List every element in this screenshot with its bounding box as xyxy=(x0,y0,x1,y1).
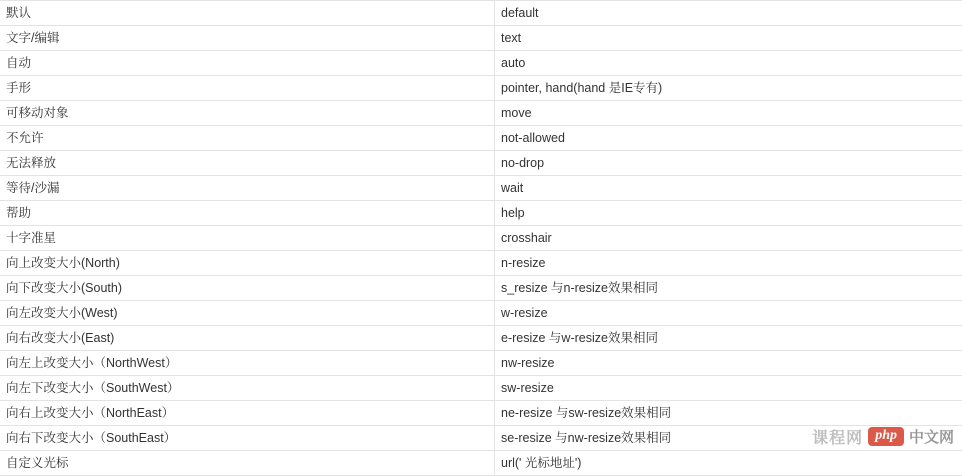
cell-description: 自动 xyxy=(0,51,495,76)
cell-description: 十字准星 xyxy=(0,226,495,251)
cell-value: default xyxy=(495,1,962,26)
cell-value: no-drop xyxy=(495,151,962,176)
table-row xyxy=(0,326,962,351)
cell-description: 向下改变大小(South) xyxy=(0,276,495,301)
table-row xyxy=(0,451,962,476)
cell-value: help xyxy=(495,201,962,226)
table-row xyxy=(0,251,962,276)
cell-description: 默认 xyxy=(0,1,495,26)
cell-value: auto xyxy=(495,51,962,76)
cell-description: 帮助 xyxy=(0,201,495,226)
cell-description: 不允许 xyxy=(0,126,495,151)
cell-description: 无法释放 xyxy=(0,151,495,176)
watermark-logo-badge: php xyxy=(868,427,904,446)
cell-value: text xyxy=(495,26,962,51)
table-row xyxy=(0,426,962,451)
cell-description: 可移动对象 xyxy=(0,101,495,126)
cell-value: wait xyxy=(495,176,962,201)
cell-value: move xyxy=(495,101,962,126)
watermark-prefix: 课程网 xyxy=(812,425,863,448)
cell-value: pointer, hand(hand 是IE专有) xyxy=(495,76,962,101)
table-row xyxy=(0,226,962,251)
cell-description: 向右上改变大小（NorthEast） xyxy=(0,401,495,426)
cell-value: e-resize 与w-resize效果相同 xyxy=(495,326,962,351)
cell-value: url(' 光标地址') xyxy=(495,451,962,476)
cell-value: se-resize 与nw-resize效果相同 xyxy=(495,426,962,451)
table-row xyxy=(0,201,962,226)
cell-value: ne-resize 与sw-resize效果相同 xyxy=(495,401,962,426)
cell-description: 向左改变大小(West) xyxy=(0,301,495,326)
watermark-suffix: 中文网 xyxy=(909,426,954,447)
table-row xyxy=(0,1,962,26)
table-row xyxy=(0,401,962,426)
table-row xyxy=(0,151,962,176)
cell-description: 手形 xyxy=(0,76,495,101)
table-row xyxy=(0,376,962,401)
cell-value: crosshair xyxy=(495,226,962,251)
cell-description: 向右下改变大小（SouthEast） xyxy=(0,426,495,451)
cell-description: 等待/沙漏 xyxy=(0,176,495,201)
table-row xyxy=(0,51,962,76)
cell-value: w-resize xyxy=(495,301,962,326)
cell-value: nw-resize xyxy=(495,351,962,376)
cell-value: s_resize 与n-resize效果相同 xyxy=(495,276,962,301)
cell-description: 向右改变大小(East) xyxy=(0,326,495,351)
table-row xyxy=(0,276,962,301)
cell-description: 自定义光标 xyxy=(0,451,495,476)
table-row xyxy=(0,101,962,126)
table-row xyxy=(0,26,962,51)
cell-description: 向左上改变大小（NorthWest） xyxy=(0,351,495,376)
cell-value: n-resize xyxy=(495,251,962,276)
cell-value: not-allowed xyxy=(495,126,962,151)
cell-description: 向上改变大小(North) xyxy=(0,251,495,276)
cell-description: 文字/编辑 xyxy=(0,26,495,51)
table-row xyxy=(0,351,962,376)
table-row xyxy=(0,301,962,326)
table-row xyxy=(0,126,962,151)
cell-value: sw-resize xyxy=(495,376,962,401)
table-body xyxy=(0,1,962,476)
table-row xyxy=(0,76,962,101)
table-row xyxy=(0,176,962,201)
cell-description: 向左下改变大小（SouthWest） xyxy=(0,376,495,401)
